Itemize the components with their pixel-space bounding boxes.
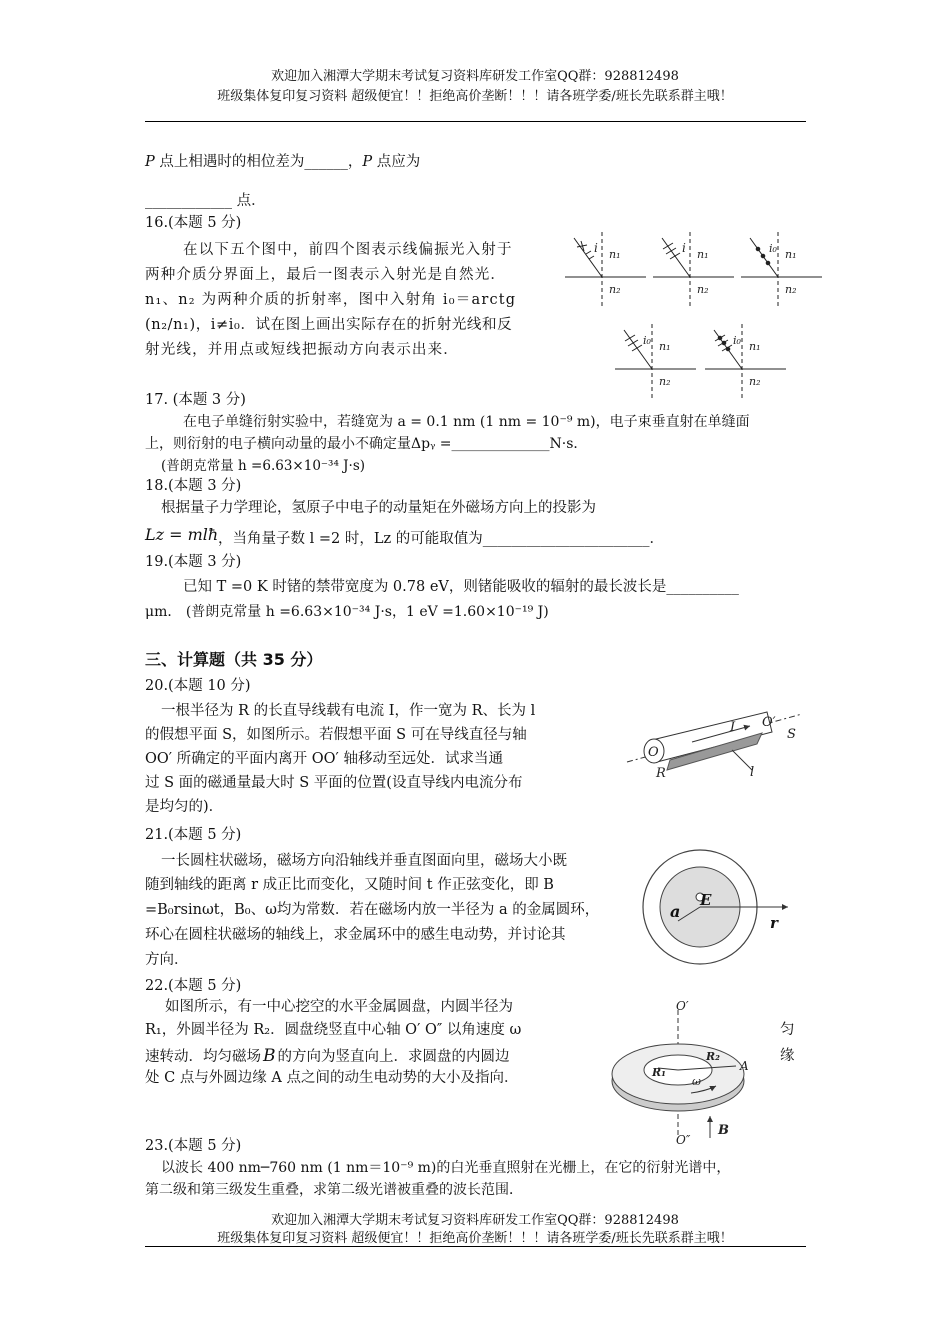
q22-line-3-end: 缘	[780, 1048, 795, 1064]
q17-heading: 17. (本题 3 分)	[145, 392, 246, 408]
q21-line-3: =B₀rsinωt，B₀、ω均为常数．若在磁场内放一半径为 a 的金属圆环，	[145, 902, 600, 918]
q15-var-p: P	[145, 154, 155, 170]
q21-fig-a: a	[670, 902, 681, 921]
q20-fig-l: l	[750, 765, 755, 780]
header-line-1: 欢迎加入湘潭大学期末考试复习资料库研发工作室QQ群：928812498	[271, 69, 679, 84]
q16-fig2-i: i	[682, 241, 686, 255]
q16-line-4: (n₂/n₁)，i≠i₀．试在图上画出实际存在的折射光线和反	[145, 317, 513, 333]
q20-line-5: 是均匀的)．	[145, 799, 224, 815]
q20-fig-s: S	[787, 727, 796, 742]
q22-line-1: 如图所示，有一中心挖空的水平金属圆盘，内圆半径为	[165, 999, 513, 1015]
q16-fig3-i0: i₀	[769, 242, 777, 255]
q16-line-2: 两种介质分界面上，最后一图表示入射光是自然光．	[145, 267, 507, 283]
q18-line-1: 根据量子力学理论，氢原子中电子的动量矩在外磁场方向上的投影为	[161, 500, 596, 516]
q17-line-2: 上，则衍射的电子横向动量的最小不确定量Δpᵧ =______________N·s．	[145, 436, 588, 452]
q16-polarization-figures	[560, 226, 830, 396]
q20-fig-r: R	[656, 766, 666, 781]
q15-line-2: ____________ 点．	[145, 193, 266, 209]
q20-line-4: 过 S 面的磁通量最大时 S 平面的位置(设直导线内电流分布	[145, 775, 523, 791]
q22-fig-b: B	[718, 1123, 729, 1138]
q16-fig5-i0: i₀	[733, 334, 741, 347]
q15-var-p2: P	[362, 154, 373, 170]
q23-line-2: 第二级和第三级发生重叠，求第二级光谱被重叠的波长范围．	[145, 1182, 523, 1198]
q23-heading: 23.(本题 5 分)	[145, 1138, 242, 1154]
q16-fig5-n2: n₂	[749, 375, 761, 388]
q16-fig-1	[565, 232, 646, 306]
q21-line-1: 一长圆柱状磁场，磁场方向沿轴线并垂直图面向里，磁场大小既	[161, 853, 567, 869]
q20-line-3: OO′ 所确定的平面内离开 OO′ 轴移动至远处．试求当通	[145, 751, 503, 767]
q18-formula: Lz = mlħ	[145, 525, 219, 544]
q22-line-2: R₁，外圆半径为 R₂．圆盘绕竖直中心轴 O′ O″ 以角速度 ω	[145, 1022, 522, 1038]
q16-fig-5	[705, 324, 786, 398]
section3-title: 三、计算题（共 35 分）	[145, 650, 323, 669]
q16-fig5-n1: n₁	[749, 340, 761, 353]
q20-fig-o: O	[648, 745, 659, 760]
q16-fig3-n2: n₂	[785, 283, 797, 296]
q17-line-3: (普朗克常量 h =6.63×10⁻³⁴ J·s)	[161, 458, 366, 474]
q16-fig1-i: i	[594, 241, 598, 255]
q16-fig2-n2: n₂	[697, 283, 709, 296]
q17-line-1: 在电子单缝衍射实验中，若缝宽为 a = 0.1 nm (1 nm = 10⁻⁹ m)，电子束垂直射在单缝面	[183, 414, 750, 430]
q19-line-1: 已知 T =0 K 时锗的禁带宽度为 0.78 eV，则锗能吸收的辐射的最长波长是__________	[183, 579, 739, 595]
q21-line-4: 环心在圆柱状磁场的轴线上，求金属环中的感生电动势，并讨论其	[145, 927, 566, 943]
header-line-2: 班级集体复印复习资料 超级便宜！！拒绝高价垄断！！！请各班学委/班长先联系群主哦！	[217, 89, 733, 104]
footer-line-2: 班级集体复印复习资料 超级便宜！！拒绝高价垄断！！！请各班学委/班长先联系群主哦！	[217, 1231, 733, 1246]
footer-rule	[145, 1246, 806, 1247]
q21-heading: 21.(本题 5 分)	[145, 827, 242, 843]
q22-var-b: B	[263, 1046, 276, 1066]
q16-line-3: n₁、n₂ 为两种介质的折射率，图中入射角 i₀＝arctg	[145, 292, 517, 308]
q18-heading: 18.(本题 3 分)	[145, 478, 242, 494]
q22-line-3-b: 的方向为竖直向上．求圆盘的内圆边	[277, 1049, 510, 1065]
header-rule	[145, 121, 806, 122]
q22-fig-o-top: O′	[676, 999, 689, 1013]
q23-line-1: 以波长 400 nm─760 nm (1 nm＝10⁻⁹ m)的白光垂直照射在光栅上，在它的衍射光谱中，	[161, 1160, 731, 1176]
q20-heading: 20.(本题 10 分)	[145, 678, 251, 694]
q22-line-4: 处 C 点与外圆边缘 A 点之间的动生电动势的大小及指向．	[145, 1070, 519, 1086]
q21-fig-e: E	[700, 891, 712, 909]
q20-wire-figure	[622, 704, 812, 794]
q16-fig4-n2: n₂	[659, 375, 671, 388]
q16-fig-2	[653, 232, 734, 306]
q15-text-b: 点应为	[372, 154, 421, 170]
q15-line-1	[145, 152, 420, 172]
q21-field-figure	[640, 850, 800, 965]
q16-fig1-n2: n₂	[609, 283, 621, 296]
q18-line-2: ，当角量子数 l =2 时，Lz 的可能取值为_______________________．	[218, 531, 664, 547]
q22-fig-omega: ω	[692, 1075, 701, 1088]
q20-fig-i: I	[730, 720, 736, 735]
q19-heading: 19.(本题 3 分)	[145, 554, 242, 570]
q22-fig-r1: R₁	[652, 1066, 666, 1079]
q16-fig3-n1: n₁	[785, 248, 797, 261]
q22-line-3-a: 速转动．均匀磁场	[145, 1049, 261, 1065]
q16-line-1: 在以下五个图中，前四个图表示线偏振光入射于	[183, 242, 513, 258]
q16-fig1-n1: n₁	[609, 248, 621, 261]
q21-line-5: 方向．	[145, 952, 189, 968]
q16-fig-4	[615, 324, 696, 398]
q20-fig-o-prime: O′	[762, 715, 776, 730]
q22-disk-figure	[606, 998, 776, 1148]
q16-fig4-i0: i₀	[643, 334, 651, 347]
q16-fig-3	[741, 232, 822, 306]
q19-line-2: μm． (普朗克常量 h =6.63×10⁻³⁴ J·s，1 eV =1.60×10⁻¹⁹ J)	[145, 604, 549, 620]
q22-line-3	[145, 1046, 510, 1067]
q22-line-2-end: 匀	[780, 1022, 795, 1038]
q22-fig-o-bottom: O″	[676, 1133, 691, 1147]
q21-line-2: 随到轴线的距离 r 成正比而变化，又随时间 t 作正弦变化，即 B	[145, 877, 554, 893]
q21-fig-r: r	[770, 914, 778, 932]
footer-line-1: 欢迎加入湘潭大学期末考试复习资料库研发工作室QQ群：928812498	[271, 1213, 679, 1228]
q22-heading: 22.(本题 5 分)	[145, 978, 242, 994]
q15-text-a: 点上相遇时的相位差为______，	[154, 154, 363, 170]
q16-heading: 16.(本题 5 分)	[145, 215, 242, 231]
q16-line-5: 射光线，并用点或短线把振动方向表示出来．	[145, 342, 459, 358]
q22-fig-a: A	[740, 1059, 749, 1073]
q22-fig-r2: R₂	[706, 1050, 720, 1063]
q16-fig2-n1: n₁	[697, 248, 709, 261]
q20-line-2: 的假想平面 S，如图所示。若假想平面 S 可在导线直径与轴	[145, 727, 527, 743]
q16-fig4-n1: n₁	[659, 340, 671, 353]
q20-line-1: 一根半径为 R 的长直导线载有电流 I，作一宽为 R、长为 l	[161, 703, 536, 719]
